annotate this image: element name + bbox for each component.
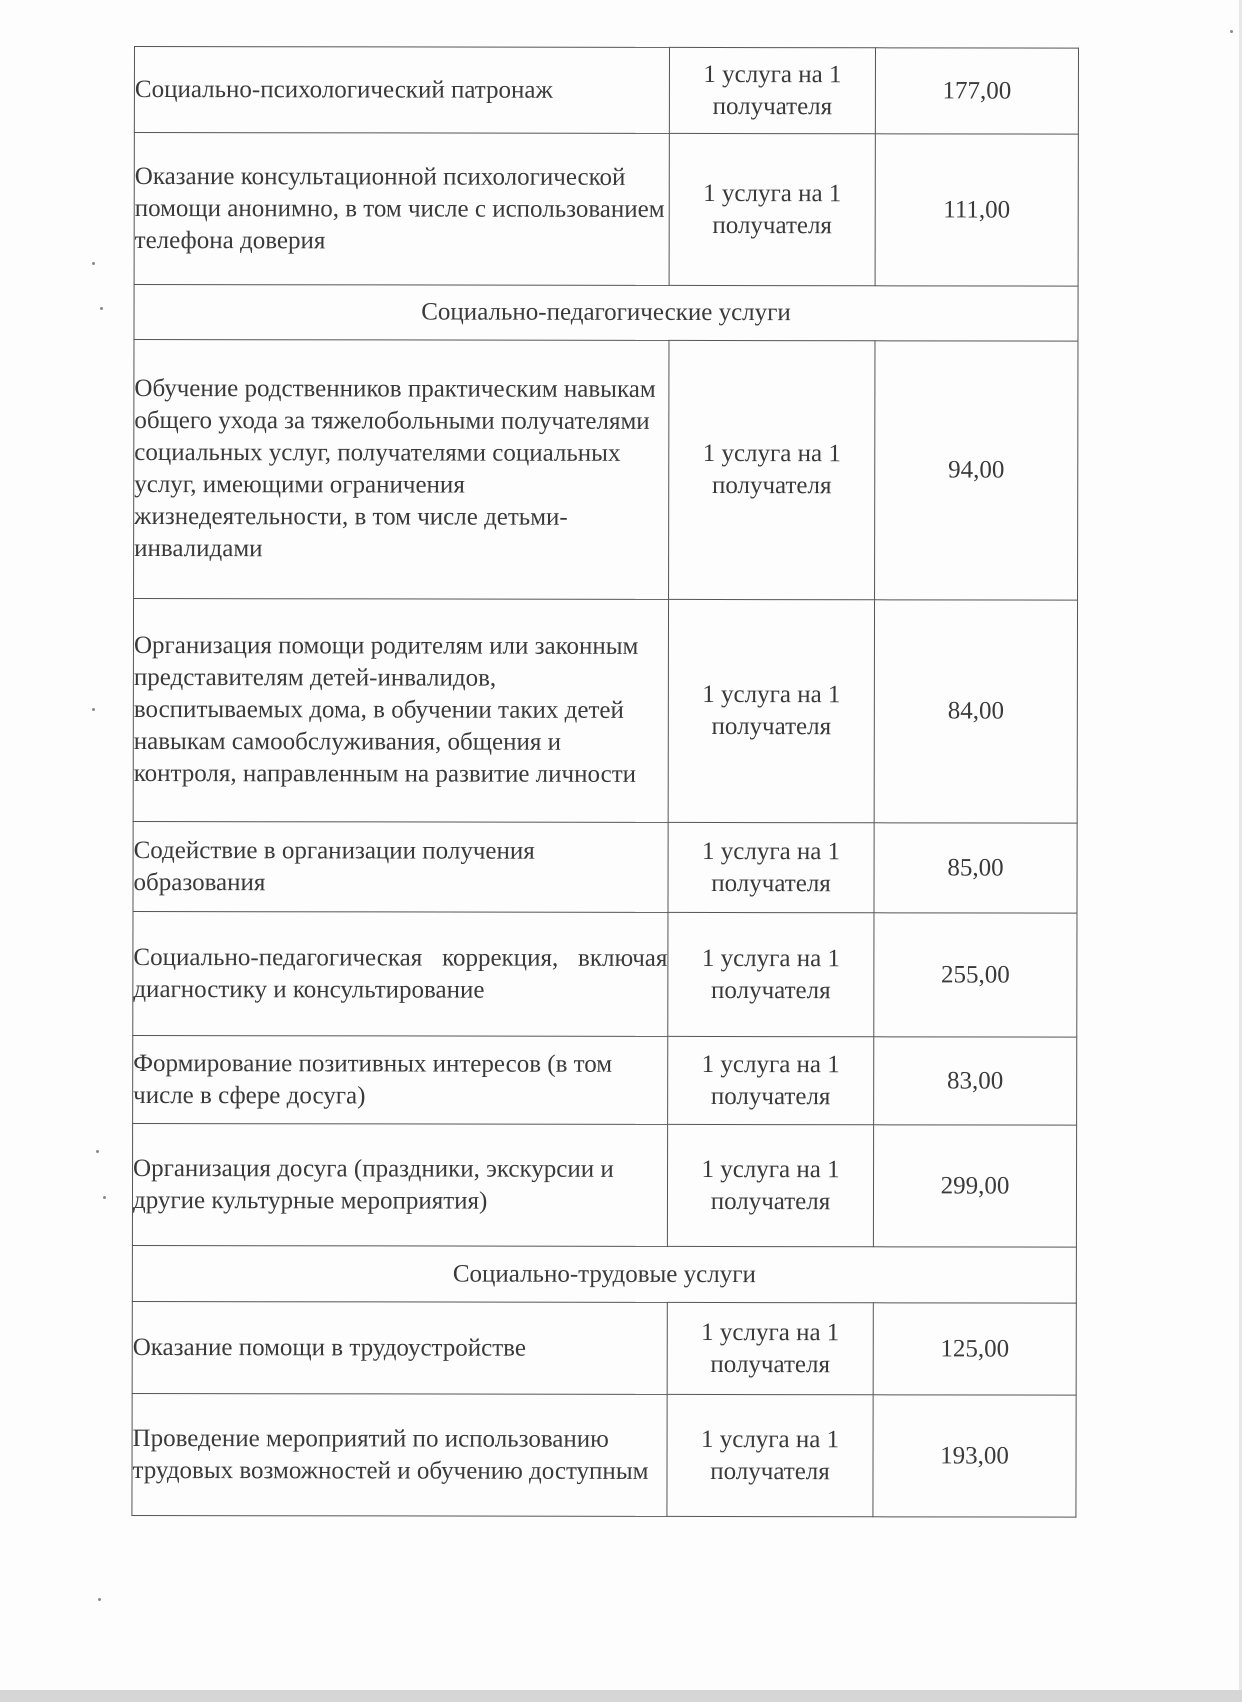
table-row [132, 1393, 1076, 1517]
scan-bottom-band [0, 1690, 1242, 1702]
service-name: Формирование позитивных интересов (в том числе в сфере досуга) [133, 1035, 668, 1124]
service-unit: 1 услуга на 1 получателя [667, 1394, 873, 1516]
service-unit: 1 услуга на 1 получателя [668, 912, 874, 1036]
scan-speck [92, 262, 95, 265]
scan-speck [103, 1196, 106, 1199]
table-row [134, 340, 1078, 601]
service-name: Оказание помощи в трудоустройстве [132, 1301, 667, 1394]
table-row [133, 1035, 1077, 1125]
table-row [134, 47, 1078, 135]
service-name: Социально-педагогическая коррекция, включая диагностику и консультирование [133, 911, 668, 1036]
scan-speck [98, 1598, 101, 1601]
table-row [133, 821, 1077, 913]
service-price: 177,00 [875, 48, 1078, 134]
service-unit: 1 услуга на 1 получателя [667, 1302, 873, 1394]
section-row [134, 285, 1078, 342]
service-unit: 1 услуга на 1 получателя [669, 133, 875, 285]
service-price: 111,00 [875, 134, 1078, 286]
service-price: 83,00 [874, 1037, 1077, 1125]
scan-speck [100, 307, 103, 310]
service-name: Социально-психологический патронаж [134, 47, 669, 134]
service-unit: 1 услуга на 1 получателя [669, 47, 875, 133]
services-table [131, 46, 1079, 1518]
service-unit: 1 услуга на 1 получателя [668, 822, 874, 912]
table-row [133, 599, 1077, 824]
service-name: Организация досуга (праздники, экскурсии и другие культурные мероприятия) [132, 1123, 667, 1246]
service-price: 193,00 [873, 1395, 1076, 1517]
service-price: 94,00 [875, 341, 1078, 600]
service-price: 125,00 [873, 1303, 1076, 1395]
scan-speck [1230, 30, 1233, 33]
service-unit: 1 услуга на 1 получателя [668, 599, 874, 822]
service-name: Обучение родственников практическим навыкам общего ухода за тяжелобольными получателями социальных услуг, получателями социальных услуг, имеющими ограничения жизнедеятельности, в том числе детьми-инвалидами [134, 340, 669, 600]
service-unit: 1 услуга на 1 получателя [667, 1124, 873, 1246]
scan-speck [92, 708, 95, 711]
service-name: Проведение мероприятий по использованию трудовых возможностей и обучению доступным [132, 1393, 667, 1516]
service-unit: 1 услуга на 1 получателя [668, 1036, 874, 1124]
table-row [133, 911, 1077, 1037]
services-table-wrap [131, 46, 1078, 1518]
service-price: 85,00 [874, 823, 1077, 913]
service-name: Организация помощи родителям или законным представителям детей-инвалидов, воспитываемых дома, в обучении таких детей навыкам самообслуживания, общения и контроля, направленным на развитие личности [133, 599, 668, 823]
table-row [134, 133, 1078, 287]
table-row [132, 1123, 1076, 1247]
service-name: Оказание консультационной психологической помощи анонимно, в том числе с использованием телефона доверия [134, 133, 669, 286]
service-price: 299,00 [873, 1125, 1076, 1247]
section-title: Социально-трудовые услуги [132, 1245, 1076, 1303]
section-row [132, 1245, 1076, 1303]
section-title: Социально-педагогические услуги [134, 285, 1078, 342]
scan-speck [96, 1150, 99, 1153]
table-row [132, 1301, 1076, 1395]
service-name: Содействие в организации получения образования [133, 821, 668, 912]
service-price: 255,00 [874, 913, 1077, 1037]
service-unit: 1 услуга на 1 получателя [669, 340, 875, 599]
service-price: 84,00 [874, 600, 1077, 823]
